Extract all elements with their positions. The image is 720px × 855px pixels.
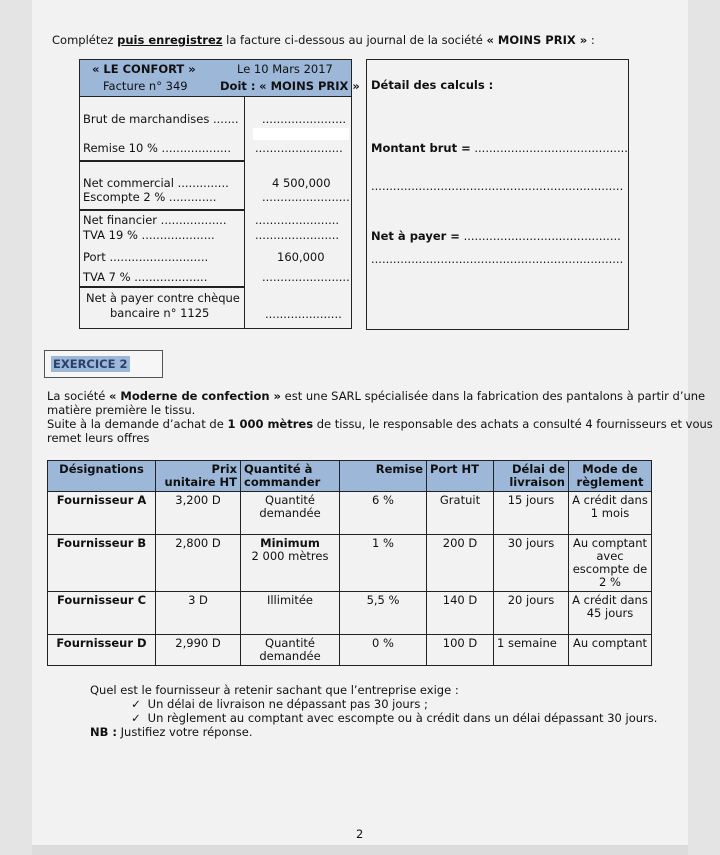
exercise-title-box: [44, 350, 163, 378]
line-label-tva7: TVA 7 % ....................: [83, 270, 208, 284]
intro3-quantity: 1 000 mètres: [227, 417, 314, 431]
exercise-intro-line-1: [47, 389, 705, 403]
supplier-qty-value: 2 000 mètres: [251, 549, 329, 563]
net-a-payer-label: Net à payer =: [371, 229, 460, 243]
header-port: Port HT: [427, 461, 494, 492]
net-a-payer-line: [371, 229, 621, 243]
supplier-remise: 5,5 %: [340, 592, 427, 635]
criterion-item: [128, 697, 428, 711]
details-title: Détail des calculs :: [371, 78, 494, 92]
invoice-row-divider: [80, 286, 245, 288]
intro3-prefix: Suite à la demande d’achat de: [47, 417, 228, 431]
invoice-header: [80, 60, 360, 97]
table-header-row: [48, 461, 652, 492]
nb-note: [90, 725, 253, 739]
supplier-price: 3,200 D: [156, 492, 241, 535]
supplier-mode: A crédit dans 1 mois: [569, 492, 652, 535]
header-mode: Mode de règlement: [569, 461, 652, 492]
line-value-net-commercial: 4 500,000: [272, 176, 331, 190]
invoice-seller: « LE CONFORT »: [92, 62, 196, 76]
header-quantite: Quantité à commander: [241, 461, 340, 492]
header-prix: Prix unitaire HT: [156, 461, 241, 492]
net-a-payer-blank: ...........................................: [463, 229, 621, 243]
line-value-net-a-payer: .....................: [265, 307, 342, 321]
supplier-price: 2,800 D: [156, 535, 241, 592]
supplier-name: Fournisseur D: [48, 635, 156, 666]
line-label-cheque: bancaire n° 1125: [110, 306, 210, 320]
line-value-net-financier: .......................: [255, 213, 340, 227]
line-value-brut: .......................: [262, 112, 347, 126]
page-number: 2: [356, 827, 364, 841]
debtor-label: Doit :: [220, 79, 256, 93]
supplier-remise: 6 %: [340, 492, 427, 535]
table-row: [48, 535, 652, 592]
supplier-port: 100 D: [427, 635, 494, 666]
montant-brut-blank: ..........................................: [474, 141, 628, 155]
line-label-net-a-payer: Net à payer contre chèque: [86, 291, 240, 305]
intro3-suffix: de tissu, le responsable des achats a consulté 4 fournisseurs et vous: [313, 417, 713, 431]
instruction-emphasis: puis enregistrez: [117, 33, 223, 47]
details-blank-line: .....................................................................: [371, 179, 624, 193]
supplier-delai: 20 jours: [494, 592, 569, 635]
intro-company: « Moderne de confection »: [108, 389, 281, 403]
supplier-mode: Au comptant: [569, 635, 652, 666]
supplier-qty: [241, 535, 340, 592]
montant-brut-label: Montant brut =: [371, 141, 471, 155]
line-value-tva7: ........................: [262, 270, 350, 284]
line-label-brut: Brut de marchandises .......: [83, 112, 239, 126]
supplier-qty: Quantité demandée: [241, 635, 340, 666]
supplier-price: 2,990 D: [156, 635, 241, 666]
supplier-qty: Quantité demandée: [241, 492, 340, 535]
criterion-item: [128, 711, 657, 725]
supplier-delai: 30 jours: [494, 535, 569, 592]
invoice-row-divider: [80, 209, 245, 211]
suppliers-table: [47, 460, 652, 666]
supplier-port: 140 D: [427, 592, 494, 635]
invoice-table: [79, 59, 360, 329]
invoice-number: Facture n° 349: [103, 79, 188, 93]
line-value-port: 160,000: [277, 250, 325, 264]
table-row: [48, 492, 652, 535]
nb-text: Justifiez votre réponse.: [117, 725, 253, 739]
line-label-net-financier: Net financier ..................: [83, 213, 227, 227]
supplier-remise: 1 %: [340, 535, 427, 592]
header-delai: Délai de livraison: [494, 461, 569, 492]
instruction-middle: la facture ci-dessous au journal de la société: [222, 33, 487, 47]
header-remise: Remise: [340, 461, 427, 492]
details-blank-line: .....................................................................: [371, 252, 624, 266]
line-label-port: Port ...........................: [83, 250, 209, 264]
line-label-escompte: Escompte 2 % .............: [83, 190, 217, 204]
supplier-port: Gratuit: [427, 492, 494, 535]
supplier-price: 3 D: [156, 592, 241, 635]
supplier-port: 200 D: [427, 535, 494, 592]
line-value-tva19: .......................: [255, 228, 340, 242]
supplier-qty: Illimitée: [241, 592, 340, 635]
criterion-text: Un délai de livraison ne dépassant pas 30 jours ;: [147, 697, 428, 711]
supplier-remise: 0 %: [340, 635, 427, 666]
blank-highlight: [253, 128, 349, 140]
montant-brut-line: [371, 141, 628, 155]
intro-prefix: La société: [47, 389, 109, 403]
supplier-name: Fournisseur C: [48, 592, 156, 635]
invoice-column-divider: [244, 96, 245, 329]
intro-suffix: est une SARL spécialisée dans la fabrication des pantalons à partir d’une: [280, 389, 706, 403]
check-icon: ✓: [131, 711, 141, 725]
check-icon: ✓: [131, 697, 141, 711]
supplier-mode: A crédit dans 45 jours: [569, 592, 652, 635]
supplier-delai: 15 jours: [494, 492, 569, 535]
nb-label: NB :: [90, 725, 117, 739]
supplier-mode: Au comptant avec escompte de 2 %: [569, 535, 652, 592]
instruction-suffix: :: [587, 33, 595, 47]
line-value-escompte: ........................: [262, 190, 350, 204]
supplier-delai: 1 semaine: [494, 635, 569, 666]
calculation-details-box: [366, 59, 629, 330]
criterion-text: Un règlement au comptant avec escompte ou à crédit dans un délai dépassant 30 jours.: [147, 711, 658, 725]
supplier-qty-minimum: Minimum: [260, 536, 320, 550]
header-designations: Désignations: [48, 461, 156, 492]
invoice-date: Le 10 Mars 2017: [237, 62, 333, 76]
line-value-remise: ........................: [255, 141, 343, 155]
table-row: [48, 635, 652, 666]
invoice-debtor: [220, 79, 360, 93]
page-bottom-shadow: [32, 845, 688, 855]
debtor-name: « MOINS PRIX »: [259, 79, 360, 93]
line-label-remise: Remise 10 % ...................: [83, 141, 231, 155]
table-row: [48, 592, 652, 635]
instruction-prefix: Complétez: [52, 33, 118, 47]
line-label-tva19: TVA 19 % ....................: [83, 228, 215, 242]
instruction-company: « MOINS PRIX »: [486, 33, 588, 47]
exercise-intro-line-2: matière première le tissu.: [47, 403, 196, 417]
question-text: Quel est le fournisseur à retenir sachant que l’entreprise exige :: [90, 683, 459, 697]
instruction-text: [52, 33, 595, 47]
line-label-net-commercial: Net commercial ..............: [83, 176, 229, 190]
exercise-intro-line-3: [47, 417, 713, 431]
supplier-name: Fournisseur B: [48, 535, 156, 592]
supplier-name: Fournisseur A: [48, 492, 156, 535]
exercise-title: EXERCICE 2: [51, 356, 130, 372]
invoice-row-divider: [80, 160, 245, 162]
exercise-intro-line-4: remet leurs offres: [47, 431, 150, 445]
